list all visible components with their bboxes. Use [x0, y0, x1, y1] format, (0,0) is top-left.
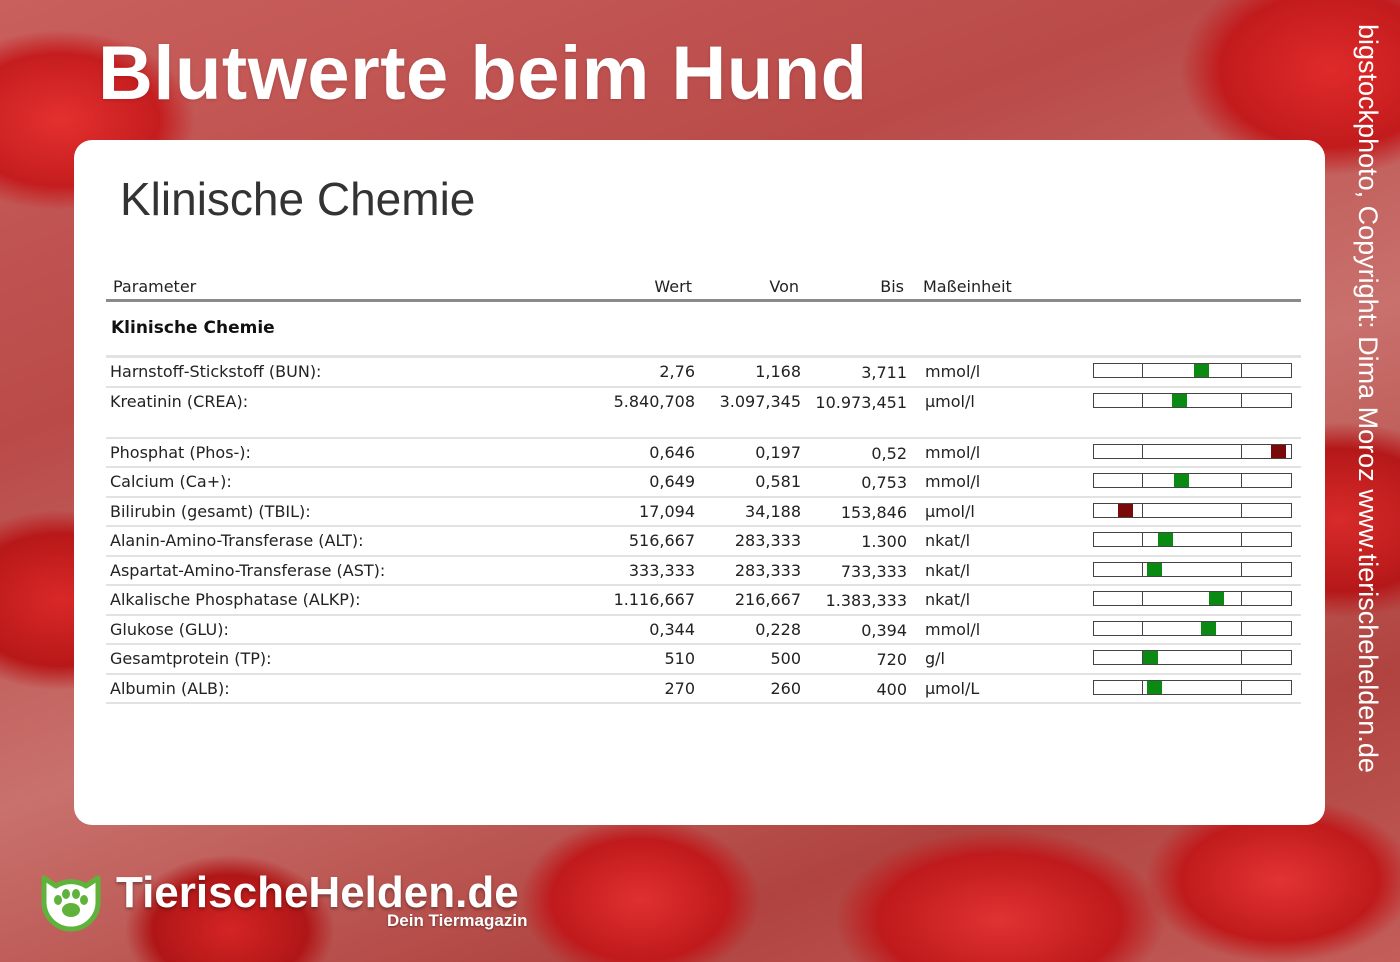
wert-cell: 516,667 [628, 531, 695, 550]
range-lower-tick [1142, 592, 1143, 605]
range-lower-tick [1142, 533, 1143, 546]
bis-cell: 400 [876, 679, 907, 699]
table-body [106, 358, 1301, 704]
wert-cell: 0,646 [649, 442, 695, 462]
range-indicator [1093, 680, 1292, 695]
photo-credit: bigstockphoto, Copyright: Dima Moroz www.tierischehelden.de [1353, 24, 1383, 773]
param-cell: Alanin-Amino-Transferase (ALT): [110, 531, 364, 550]
table-row [106, 388, 1301, 439]
out-of-range-marker [1271, 445, 1286, 458]
range-indicator [1093, 473, 1292, 488]
unit-cell: µmol/l [925, 391, 975, 411]
bis-cell: 3,711 [861, 363, 907, 382]
wert-cell: 0,649 [649, 472, 695, 491]
range-lower-tick [1142, 364, 1143, 377]
param-cell: Alkalische Phosphatase (ALKP): [110, 590, 361, 609]
unit-cell: nkat/l [925, 531, 971, 550]
unit-cell: µmol/l [925, 501, 975, 521]
von-cell: 34,188 [745, 501, 801, 521]
param-cell: Phosphat (Phos-): [110, 442, 251, 462]
range-upper-tick [1241, 394, 1242, 407]
unit-cell: mmol/l [925, 442, 981, 462]
unit-cell: nkat/l [925, 560, 971, 580]
in-range-marker [1209, 592, 1224, 605]
wert-cell: 510 [664, 649, 695, 668]
von-cell: 0,197 [755, 442, 801, 462]
in-range-marker [1172, 394, 1187, 407]
table-row [106, 557, 1301, 587]
von-cell: 283,333 [734, 531, 801, 550]
param-cell: Bilirubin (gesamt) (TBIL): [110, 501, 311, 521]
bis-cell: 0,753 [861, 473, 907, 492]
section-title [106, 302, 1301, 358]
unit-cell: nkat/l [925, 590, 971, 609]
header-bis: Bis [880, 277, 904, 296]
header-parameter: Parameter [113, 277, 197, 296]
range-upper-tick [1241, 504, 1242, 517]
wert-cell: 333,333 [628, 560, 695, 580]
in-range-marker [1158, 533, 1173, 546]
bis-cell: 153,846 [840, 502, 907, 522]
table-row [106, 498, 1301, 528]
param-cell: Aspartat-Amino-Transferase (AST): [110, 560, 386, 580]
range-indicator [1093, 532, 1292, 547]
bis-cell: 1.383,333 [825, 591, 907, 610]
range-indicator [1093, 562, 1292, 577]
in-range-marker [1143, 651, 1158, 664]
table-row [106, 616, 1301, 646]
range-upper-tick [1241, 445, 1242, 458]
param-cell: Harnstoff-Stickstoff (BUN): [110, 362, 322, 381]
range-lower-tick [1142, 563, 1143, 576]
param-cell: Albumin (ALB): [110, 678, 230, 698]
out-of-range-marker [1118, 504, 1133, 517]
header-von: Von [769, 277, 799, 296]
param-cell: Glukose (GLU): [110, 619, 229, 639]
bis-cell: 733,333 [840, 561, 907, 581]
range-lower-tick [1142, 394, 1143, 407]
von-cell: 216,667 [734, 590, 801, 609]
bis-cell: 720 [876, 650, 907, 669]
range-upper-tick [1241, 533, 1242, 546]
von-cell: 500 [770, 649, 801, 668]
unit-cell: mmol/l [925, 472, 981, 491]
range-indicator [1093, 444, 1292, 459]
table-header [106, 275, 1301, 302]
wert-cell: 0,344 [649, 619, 695, 639]
range-indicator [1093, 503, 1292, 518]
range-indicator [1093, 363, 1292, 378]
brand-name: TierischeHelden.de [116, 868, 519, 917]
von-cell: 3.097,345 [719, 391, 801, 411]
bis-cell: 1.300 [861, 532, 907, 551]
header-wert: Wert [654, 277, 692, 296]
unit-cell: mmol/l [925, 362, 981, 381]
bis-cell: 10.973,451 [815, 392, 907, 412]
range-upper-tick [1241, 364, 1242, 377]
range-indicator [1093, 650, 1292, 665]
in-range-marker [1147, 563, 1162, 576]
in-range-marker [1194, 364, 1209, 377]
page-title: Blutwerte beim Hund [98, 31, 868, 116]
table-row [106, 645, 1301, 675]
range-indicator [1093, 621, 1292, 636]
bis-cell: 0,394 [861, 620, 907, 640]
lab-results-table [106, 275, 1301, 704]
section-label: Klinische Chemie [111, 318, 275, 338]
in-range-marker [1174, 474, 1189, 487]
range-lower-tick [1142, 681, 1143, 694]
paw-logo-icon [36, 864, 106, 934]
panel-heading: Klinische Chemie [120, 173, 476, 225]
param-cell: Gesamtprotein (TP): [110, 649, 272, 668]
table-row [106, 586, 1301, 616]
bis-cell: 0,52 [871, 443, 907, 463]
range-lower-tick [1142, 622, 1143, 635]
range-indicator [1093, 591, 1292, 606]
range-lower-tick [1142, 504, 1143, 517]
range-lower-tick [1142, 445, 1143, 458]
table-row [106, 468, 1301, 498]
table-row [106, 675, 1301, 705]
unit-cell: mmol/l [925, 619, 981, 639]
von-cell: 283,333 [734, 560, 801, 580]
in-range-marker [1147, 681, 1162, 694]
wert-cell: 1.116,667 [613, 590, 695, 609]
unit-cell: g/l [925, 649, 945, 668]
wert-cell: 17,094 [639, 501, 695, 521]
wert-cell: 270 [664, 678, 695, 698]
range-upper-tick [1241, 681, 1242, 694]
table-row [106, 527, 1301, 557]
wert-cell: 2,76 [659, 362, 695, 381]
lab-results-panel [74, 140, 1325, 825]
range-lower-tick [1142, 474, 1143, 487]
von-cell: 0,581 [755, 472, 801, 491]
brand-tagline: Dein Tiermagazin [387, 911, 528, 930]
range-upper-tick [1241, 592, 1242, 605]
range-upper-tick [1241, 563, 1242, 576]
range-upper-tick [1241, 474, 1242, 487]
param-cell: Kreatinin (CREA): [110, 391, 249, 411]
in-range-marker [1201, 622, 1216, 635]
table-row [106, 439, 1301, 469]
von-cell: 0,228 [755, 619, 801, 639]
range-upper-tick [1241, 622, 1242, 635]
von-cell: 260 [770, 678, 801, 698]
von-cell: 1,168 [755, 362, 801, 381]
param-cell: Calcium (Ca+): [110, 472, 232, 491]
range-upper-tick [1241, 651, 1242, 664]
wert-cell: 5.840,708 [613, 391, 695, 411]
header-unit: Maßeinheit [923, 277, 1012, 296]
range-indicator [1093, 393, 1292, 408]
table-row [106, 358, 1301, 388]
unit-cell: µmol/L [925, 678, 980, 698]
